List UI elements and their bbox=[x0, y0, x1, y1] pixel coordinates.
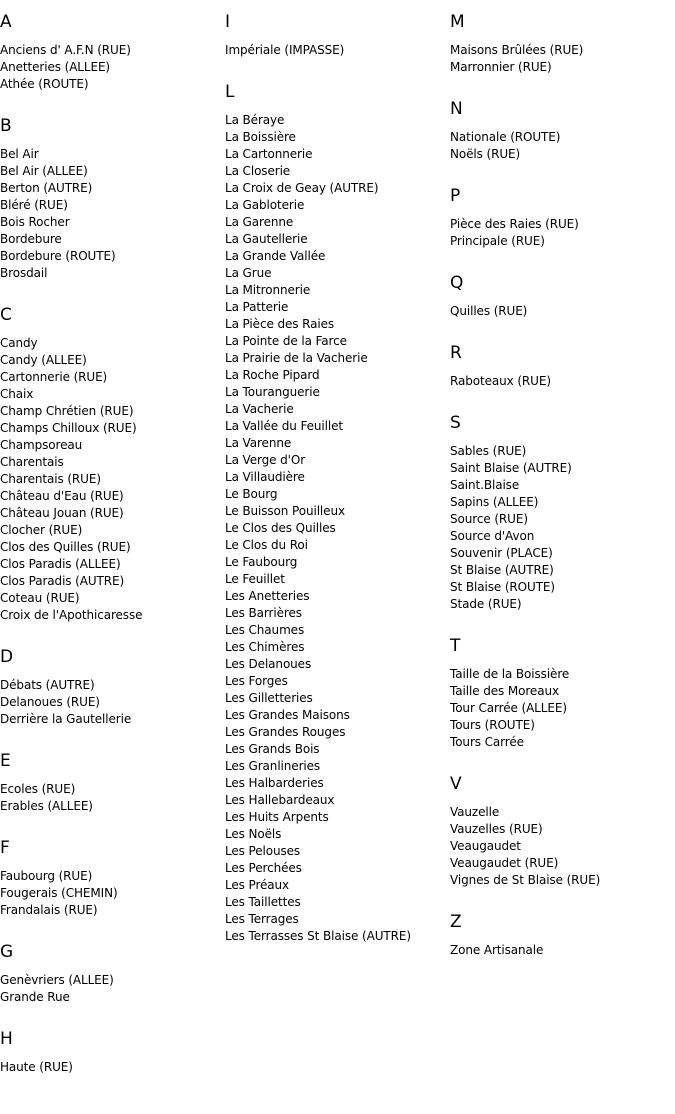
street-item: Charentais bbox=[0, 455, 64, 469]
section-letter: S bbox=[450, 413, 461, 433]
street-item: Pièce des Raies (RUE) bbox=[450, 217, 579, 231]
street-item: Les Grands Bois bbox=[225, 742, 320, 756]
street-item: Chaix bbox=[0, 387, 34, 401]
street-list bbox=[0, 335, 225, 624]
street-list bbox=[225, 112, 450, 945]
street-item: Erables (ALLEE) bbox=[0, 799, 93, 813]
street-item: Bléré (RUE) bbox=[0, 198, 68, 212]
street-item: Athée (ROUTE) bbox=[0, 77, 89, 91]
street-item: La Closerie bbox=[225, 164, 291, 178]
street-item: Nationale (ROUTE) bbox=[450, 130, 561, 144]
section-letter: H bbox=[0, 1029, 13, 1049]
street-item: Les Hallebardeaux bbox=[225, 793, 335, 807]
street-item: La Verge d'Or bbox=[225, 453, 306, 467]
street-item: Bordebure (ROUTE) bbox=[0, 249, 116, 263]
street-item: Clos Paradis (AUTRE) bbox=[0, 574, 125, 588]
section-letter: Z bbox=[450, 912, 462, 932]
street-item: Cartonnerie (RUE) bbox=[0, 370, 108, 384]
street-item: La Varenne bbox=[225, 436, 292, 450]
section-letter: R bbox=[450, 343, 462, 363]
street-list bbox=[450, 373, 675, 390]
street-item: Candy bbox=[0, 336, 38, 350]
street-item: Vauzelles (RUE) bbox=[450, 822, 543, 836]
section-v bbox=[450, 774, 675, 889]
street-item: Champs Chilloux (RUE) bbox=[0, 421, 137, 435]
street-list bbox=[0, 42, 225, 93]
street-item: Les Taillettes bbox=[225, 895, 301, 909]
section-letter: L bbox=[225, 82, 235, 102]
street-item: Le Clos des Quilles bbox=[225, 521, 336, 535]
street-item: La Gabloterie bbox=[225, 198, 305, 212]
street-list bbox=[450, 216, 675, 250]
street-item: Souvenir (PLACE) bbox=[450, 546, 553, 560]
section-r bbox=[450, 343, 675, 390]
street-item: Champ Chrétien (RUE) bbox=[0, 404, 134, 418]
street-list bbox=[450, 303, 675, 320]
street-item: Château d'Eau (RUE) bbox=[0, 489, 124, 503]
street-item: Les Terrasses St Blaise (AUTRE) bbox=[225, 929, 411, 943]
street-item: Les Noëls bbox=[225, 827, 282, 841]
street-item: Coteau (RUE) bbox=[0, 591, 80, 605]
street-item: La Vacherie bbox=[225, 402, 294, 416]
street-item: La Pointe de la Farce bbox=[225, 334, 347, 348]
street-item: Croix de l'Apothicaresse bbox=[0, 608, 143, 622]
street-item: La Boissière bbox=[225, 130, 296, 144]
street-list bbox=[225, 42, 450, 59]
street-item: Les Terrages bbox=[225, 912, 299, 926]
street-list bbox=[450, 666, 675, 751]
index-column-2 bbox=[225, 0, 450, 945]
street-item: Noëls (RUE) bbox=[450, 147, 521, 161]
street-list bbox=[0, 1059, 225, 1076]
street-item: Clocher (RUE) bbox=[0, 523, 83, 537]
street-item: Tours Carrée bbox=[450, 735, 524, 749]
street-item: La Roche Pipard bbox=[225, 368, 320, 382]
street-item: Les Forges bbox=[225, 674, 288, 688]
index-column-3 bbox=[450, 0, 675, 959]
street-item: Derrière la Gautellerie bbox=[0, 712, 132, 726]
street-item: Saint Blaise (AUTRE) bbox=[450, 461, 572, 475]
street-item: Clos des Quilles (RUE) bbox=[0, 540, 131, 554]
street-list bbox=[450, 942, 675, 959]
street-item: La Villaudière bbox=[225, 470, 305, 484]
street-item: Veaugaudet (RUE) bbox=[450, 856, 559, 870]
street-item: Le Buisson Pouilleux bbox=[225, 504, 345, 518]
street-list bbox=[450, 443, 675, 613]
section-i bbox=[225, 12, 450, 59]
street-item: Stade (RUE) bbox=[450, 597, 522, 611]
section-t bbox=[450, 636, 675, 751]
street-item: Tour Carrée (ALLEE) bbox=[450, 701, 567, 715]
street-item: La Vallée du Feuillet bbox=[225, 419, 343, 433]
street-item: Brosdail bbox=[0, 266, 48, 280]
street-item: Le Faubourg bbox=[225, 555, 298, 569]
section-h bbox=[0, 1029, 225, 1076]
street-item: Berton (AUTRE) bbox=[0, 181, 93, 195]
section-q bbox=[450, 273, 675, 320]
street-item: La Grande Vallée bbox=[225, 249, 326, 263]
street-list bbox=[0, 677, 225, 728]
section-l bbox=[225, 82, 450, 945]
street-item: Principale (RUE) bbox=[450, 234, 545, 248]
street-item: La Cartonnerie bbox=[225, 147, 313, 161]
street-item: Vignes de St Blaise (RUE) bbox=[450, 873, 601, 887]
street-item: Les Grandes Rouges bbox=[225, 725, 346, 739]
street-item: Taille de la Boissière bbox=[450, 667, 570, 681]
section-letter: D bbox=[0, 647, 14, 667]
section-letter: E bbox=[0, 751, 11, 771]
street-item: Veaugaudet bbox=[450, 839, 521, 853]
street-item: La Béraye bbox=[225, 113, 285, 127]
street-item: Sapins (ALLEE) bbox=[450, 495, 539, 509]
street-item: Bel Air bbox=[0, 147, 39, 161]
street-list bbox=[450, 804, 675, 889]
street-item: Source (RUE) bbox=[450, 512, 528, 526]
street-list bbox=[0, 868, 225, 919]
street-item: Genèvriers (ALLEE) bbox=[0, 973, 114, 987]
section-letter: N bbox=[450, 99, 463, 119]
street-list bbox=[0, 146, 225, 282]
street-item: Marronnier (RUE) bbox=[450, 60, 552, 74]
street-item: La Grue bbox=[225, 266, 272, 280]
street-item: Vauzelle bbox=[450, 805, 500, 819]
section-a bbox=[0, 12, 225, 93]
section-letter: C bbox=[0, 305, 12, 325]
section-f bbox=[0, 838, 225, 919]
street-item: La Prairie de la Vacherie bbox=[225, 351, 368, 365]
street-item: St Blaise (AUTRE) bbox=[450, 563, 554, 577]
street-item: Raboteaux (RUE) bbox=[450, 374, 551, 388]
street-list bbox=[0, 781, 225, 815]
street-item: Impériale (IMPASSE) bbox=[225, 43, 345, 57]
street-item: Champsoreau bbox=[0, 438, 83, 452]
section-s bbox=[450, 413, 675, 613]
street-item: La Touranguerie bbox=[225, 385, 320, 399]
street-item: Anciens d' A.F.N (RUE) bbox=[0, 43, 131, 57]
street-item: Les Anetteries bbox=[225, 589, 310, 603]
section-d bbox=[0, 647, 225, 728]
street-item: Taille des Moreaux bbox=[450, 684, 559, 698]
section-letter: M bbox=[450, 12, 465, 32]
street-item: Les Perchées bbox=[225, 861, 302, 875]
street-item: Les Barrières bbox=[225, 606, 302, 620]
street-item: Clos Paradis (ALLEE) bbox=[0, 557, 121, 571]
street-item: Faubourg (RUE) bbox=[0, 869, 93, 883]
street-item: Les Chaumes bbox=[225, 623, 305, 637]
street-item: Delanoues (RUE) bbox=[0, 695, 100, 709]
section-p bbox=[450, 186, 675, 250]
section-n bbox=[450, 99, 675, 163]
street-item: La Garenne bbox=[225, 215, 294, 229]
street-item: Haute (RUE) bbox=[0, 1060, 73, 1074]
street-item: Les Chimères bbox=[225, 640, 305, 654]
street-item: La Croix de Geay (AUTRE) bbox=[225, 181, 379, 195]
street-item: Grande Rue bbox=[0, 990, 70, 1004]
street-item: Les Gilletteries bbox=[225, 691, 313, 705]
street-item: Les Préaux bbox=[225, 878, 290, 892]
street-item: Le Clos du Roi bbox=[225, 538, 308, 552]
section-letter: A bbox=[0, 12, 12, 32]
street-item: Les Delanoues bbox=[225, 657, 312, 671]
street-item: Saint.Blaise bbox=[450, 478, 520, 492]
section-letter: I bbox=[225, 12, 231, 32]
section-letter: V bbox=[450, 774, 462, 794]
street-item: La Pièce des Raies bbox=[225, 317, 335, 331]
street-item: Le Feuillet bbox=[225, 572, 285, 586]
street-item: Zone Artisanale bbox=[450, 943, 544, 957]
street-item: Bois Rocher bbox=[0, 215, 70, 229]
street-item: Candy (ALLEE) bbox=[0, 353, 87, 367]
street-item: Le Bourg bbox=[225, 487, 278, 501]
street-item: Tours (ROUTE) bbox=[450, 718, 535, 732]
street-item: Source d'Avon bbox=[450, 529, 535, 543]
section-m bbox=[450, 12, 675, 76]
street-item: La Patterie bbox=[225, 300, 289, 314]
street-item: Ecoles (RUE) bbox=[0, 782, 76, 796]
street-list bbox=[450, 42, 675, 76]
section-e bbox=[0, 751, 225, 815]
section-c bbox=[0, 305, 225, 624]
street-item: Les Granlineries bbox=[225, 759, 321, 773]
street-item: Les Huits Arpents bbox=[225, 810, 329, 824]
street-item: Frandalais (RUE) bbox=[0, 903, 98, 917]
street-item: Sables (RUE) bbox=[450, 444, 527, 458]
section-g bbox=[0, 942, 225, 1006]
street-item: Les Grandes Maisons bbox=[225, 708, 350, 722]
street-item: St Blaise (ROUTE) bbox=[450, 580, 555, 594]
street-item: Fougerais (CHEMIN) bbox=[0, 886, 118, 900]
street-list bbox=[450, 129, 675, 163]
street-item: Bel Air (ALLEE) bbox=[0, 164, 88, 178]
section-letter: P bbox=[450, 186, 461, 206]
section-z bbox=[450, 912, 675, 959]
street-item: Quilles (RUE) bbox=[450, 304, 528, 318]
street-item: Bordebure bbox=[0, 232, 62, 246]
section-letter: Q bbox=[450, 273, 464, 293]
section-letter: B bbox=[0, 116, 12, 136]
street-list bbox=[0, 972, 225, 1006]
section-b bbox=[0, 116, 225, 282]
section-letter: T bbox=[450, 636, 461, 656]
street-item: Maisons Brûlées (RUE) bbox=[450, 43, 584, 57]
street-item: Charentais (RUE) bbox=[0, 472, 101, 486]
index-column-1 bbox=[0, 0, 225, 1076]
street-item: Les Pelouses bbox=[225, 844, 301, 858]
street-item: La Gautellerie bbox=[225, 232, 308, 246]
street-item: Débats (AUTRE) bbox=[0, 678, 95, 692]
street-item: Anetteries (ALLEE) bbox=[0, 60, 111, 74]
street-item: La Mitronnerie bbox=[225, 283, 311, 297]
section-letter: F bbox=[0, 838, 10, 858]
section-letter: G bbox=[0, 942, 14, 962]
street-item: Château Jouan (RUE) bbox=[0, 506, 124, 520]
street-item: Les Halbarderies bbox=[225, 776, 324, 790]
